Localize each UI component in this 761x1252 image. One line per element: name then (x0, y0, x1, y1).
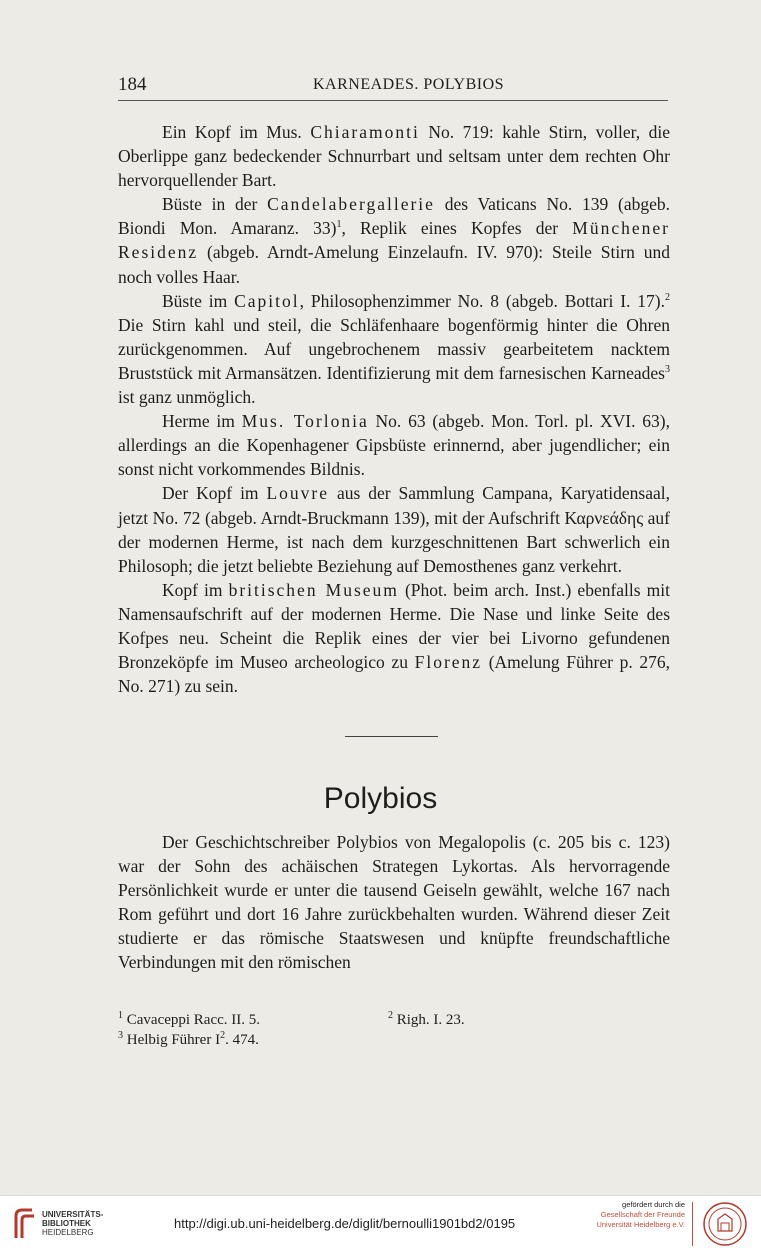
footnote-ref: 3 (665, 364, 670, 376)
page-header (118, 70, 668, 101)
footnote-text-rest: . 474. (225, 1032, 259, 1048)
section-body (118, 830, 670, 975)
library-name-line2: BIBLIOTHEK (42, 1219, 91, 1228)
spaced-name: Chiaramonti (310, 122, 420, 142)
paragraph (118, 409, 670, 481)
text-run: No. 719: kahle Stirn, voller, die Oberlippe ganz bedeckender Schnurrbart und seltsam unter dem rechten Ohr hervorquellender Bart. (118, 122, 670, 191)
spaced-name: Candelabergallerie (267, 194, 435, 215)
text-run: , Replik eines Kopfes der (341, 218, 573, 239)
footnote-text: Cavaceppi Racc. II. 5. (126, 1012, 261, 1028)
page-number: 184 (118, 74, 147, 95)
footnote-mark: 2 (388, 1010, 393, 1021)
university-seal-icon (700, 1201, 750, 1247)
footnote-mark: 3 (118, 1030, 123, 1041)
paragraph (118, 578, 670, 698)
spaced-name: Münchener Residenz (118, 218, 670, 263)
text-run: (Amelung Führer p. 276, No. 271) zu sein. (118, 652, 670, 697)
footnote-text: Helbig Führer I (126, 1032, 221, 1048)
text-run: des Vaticans No. 139 (abgeb. Biondi Mon. Amaranz. 33) (118, 194, 671, 239)
text-run: Kopf im (162, 579, 229, 600)
spaced-name: britischen Museum (228, 579, 399, 600)
paragraph (118, 289, 670, 409)
permalink-url[interactable]: http://digi.ub.uni-heidelberg.de/diglit/bernoulli1901bd2/0195 (174, 1216, 516, 1231)
section-divider (345, 736, 438, 737)
footnote-3 (118, 1032, 259, 1049)
running-head: KARNEADES. POLYBIOS (313, 76, 505, 93)
footnote-ref: 1 (336, 219, 342, 231)
sponsor-divider (692, 1202, 693, 1246)
text-run: Büste in der (162, 194, 268, 215)
text-run: Ein Kopf im Mus. (162, 122, 311, 142)
text-run: (Phot. beim arch. Inst.) ebenfalls mit Namensaufschrift auf der modernen Herme. Die Nase und linke Seite des Kofpes neu. Scheint die Replik eines der vier bei Livorno gefundenen Bronzeköpfe im Museo archeologico zu (118, 579, 670, 673)
footnote-ref: 2 (665, 291, 670, 303)
spaced-name: Florenz (414, 652, 483, 673)
text-run: Herme im (162, 411, 242, 432)
sponsor-block[interactable] (590, 1200, 685, 1230)
footnote-mark: 1 (118, 1010, 123, 1021)
footnote-1 (118, 1012, 260, 1029)
library-logo-icon[interactable] (10, 1208, 38, 1240)
library-name-line1: UNIVERSITÄTS- (42, 1210, 104, 1219)
paragraph (118, 120, 670, 192)
text-run: Der Kopf im (162, 483, 267, 504)
sponsor-name-line1: Gesellschaft der Freunde (600, 1210, 685, 1219)
viewer-footer (0, 1195, 761, 1252)
text-run: Die Stirn kahl und steil, die Schläfenhaare bogenförmig hinter die Ohren zurückgenommen. Auf ungebrochenem massiv gearbeitetem nacktem Bruststück mit Armansätzen. Identifizierung mit dem farnesischen Karneades (118, 314, 670, 383)
text-run: aus der Sammlung Campana, Karyatidensaal, jetzt No. 72 (abgeb. Arndt-Bruckmann 139), mit der Aufschrift Καρνεάδης auf der modernen Herme, ist nach dem kurzgeschnittenen Bart schwerlich ein Philosoph; die jetzt beliebte Beziehung auf Demosthenes ganz verkehrt. (118, 483, 670, 576)
section-title: Polybios (323, 782, 438, 815)
library-name-line3: HEIDELBERG (42, 1228, 94, 1237)
library-name (42, 1210, 103, 1237)
text-run: Büste im (162, 290, 235, 311)
sponsor-name-line2: Universität Heidelberg e.V. (596, 1220, 685, 1229)
spaced-name: Louvre (266, 483, 330, 504)
text-run: (abgeb. Arndt-Amelung Einzelaufn. IV. 970): Steile Stirn und noch volles Haar. (118, 242, 670, 287)
paragraph (118, 192, 670, 288)
footnote-2 (388, 1012, 465, 1029)
body-text (118, 120, 670, 698)
footnote-edition: 2 (220, 1030, 226, 1041)
text-run: ist ganz unmöglich. (118, 387, 256, 408)
spaced-name: Capitol (234, 290, 300, 311)
section-paragraph: Der Geschichtschreiber Polybios von Megalopolis (c. 205 bis c. 123) war der Sohn des achäischen Strategen Lykortas. Als hervorragende Persönlichkeit wurde er unter die tausend Geiseln gewählt, welche 167 nach Rom geführt und dort 16 Jahre zurückbehalten wurden. Während dieser Zeit studierte er das römische Staatswesen und knüpfte freundschaftliche Verbindungen mit den römischen (118, 832, 670, 973)
footnote-text: Righ. I. 23. (396, 1012, 465, 1028)
text-run: , Philosophenzimmer No. 8 (abgeb. Bottari I. 17). (299, 290, 665, 311)
text-run: No. 63 (abgeb. Mon. Torl. pl. XVI. 63), allerdings an die Kopenhagener Gipsbüste erinnernd, aber jugendlicher; ein sonst nicht vorkommendes Bildnis. (118, 411, 670, 480)
sponsor-label: gefördert durch die (622, 1200, 685, 1209)
spaced-name: Mus. Torlonia (241, 411, 369, 432)
paragraph (118, 481, 670, 577)
